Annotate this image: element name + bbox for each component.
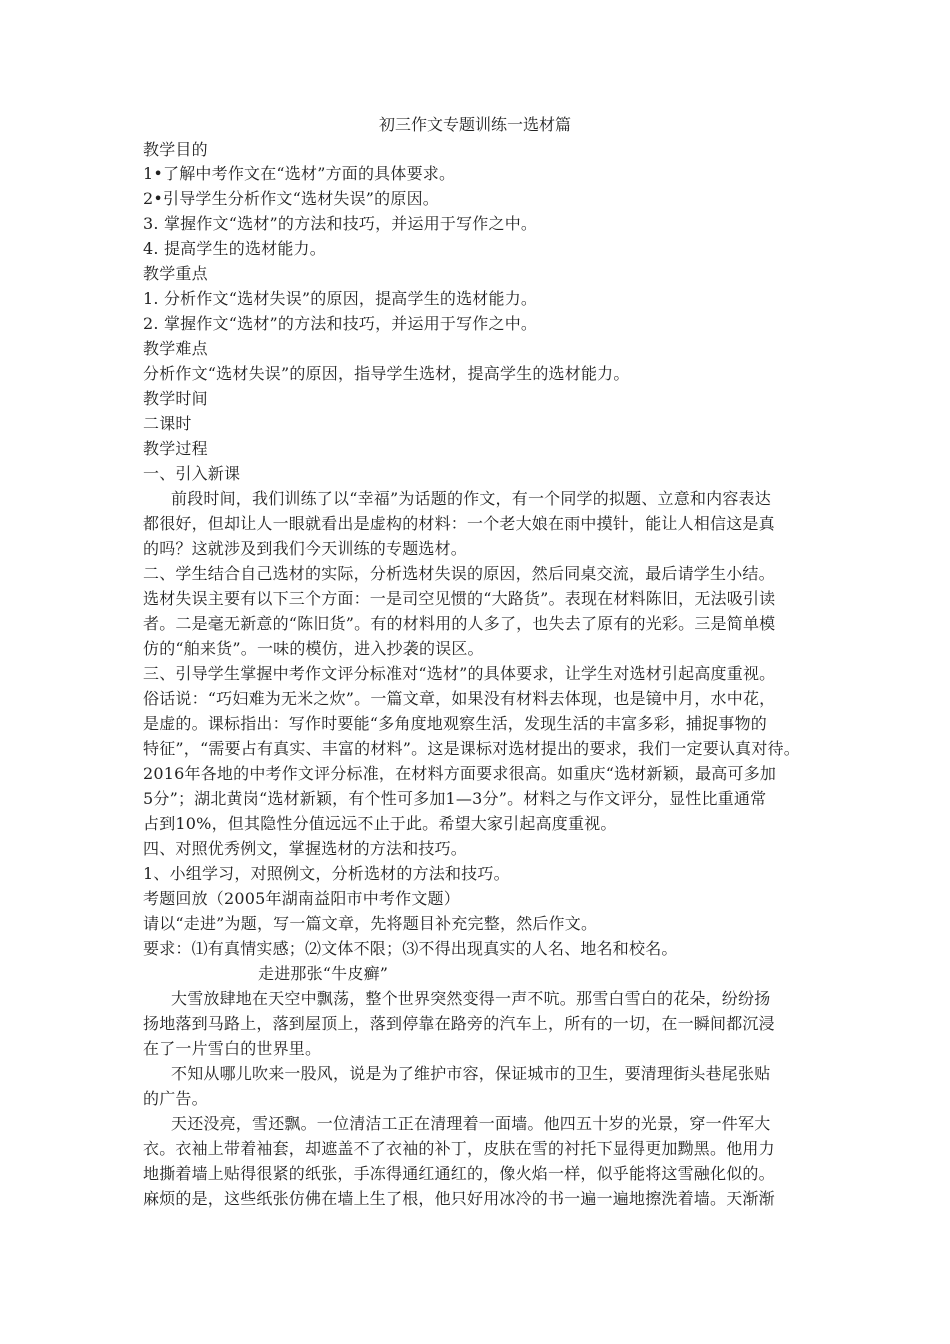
text-line: 1. 分析作文“选材失误”的原因，提高学生的选材能力。: [143, 289, 538, 308]
text-line: 5分”；湖北黄岗“选材新颖，有个性可多加1—3分”。材料之与作文评分，显性比重通常: [143, 789, 767, 808]
text-line: 2016年各地的中考作文评分标准，在材料方面要求很高。如重庆“选材新颖，最高可多加: [143, 764, 777, 783]
text-line: 不知从哪儿吹来一股风，说是为了维护市容，保证城市的卫生，要清理街头巷尾张贴: [171, 1064, 771, 1083]
text-line: 扬地落到马路上，落到屋顶上，落到停靠在路旁的汽车上，所有的一切，在一瞬间都沉浸: [143, 1014, 775, 1033]
text-line: 二课时: [143, 414, 192, 433]
heading-difficulties: 教学难点: [143, 339, 208, 358]
text-line: 考题回放（2005年湖南益阳市中考作文题）: [143, 889, 460, 908]
text-line: 是虚的。课标指出：写作时要能“多角度地观察生活，发现生活的丰富多彩，捕捉事物的: [143, 714, 767, 733]
section-heading: 四、对照优秀例文，掌握选材的方法和技巧。: [143, 839, 468, 858]
text-line: 衣。衣袖上带着袖套，却遮盖不了衣袖的补丁，皮肤在雪的衬托下显得更加黝黑。他用力: [143, 1139, 775, 1158]
document-title: 初三作文专题训练一选材篇: [378, 115, 571, 134]
text-line: 仿的“舶来货”。一味的模仿，进入抄袭的误区。: [143, 639, 484, 658]
text-line: 在了一片雪白的世界里。: [143, 1039, 322, 1058]
text-line: 1•了解中考作文在“选材”方面的具体要求。: [143, 164, 456, 183]
text-line: 的吗？这就涉及到我们今天训练的专题选材。: [143, 539, 468, 558]
heading-time: 教学时间: [143, 389, 208, 408]
text-line: 地撕着墙上贴得很紧的纸张，手冻得通红通红的，像火焰一样，似乎能将这雪融化似的。: [143, 1164, 775, 1183]
text-line: 麻烦的是，这些纸张仿佛在墙上生了根，他只好用冰冷的书一遍一遍地擦洗着墙。天渐渐: [143, 1189, 775, 1208]
text-line: 特征”，“需要占有真实、丰富的材料”。这是课标对选材提出的要求，我们一定要认真对待。: [143, 739, 800, 758]
text-line: 大雪放肆地在天空中飘荡，整个世界突然变得一声不吭。那雪白雪白的花朵，纷纷扬: [171, 989, 771, 1008]
text-line: 选材失误主要有以下三个方面：一是司空见惯的“大路货”。表现在材料陈旧，无法吸引读: [143, 589, 776, 608]
text-line: 占到10%，但其隐性分值远远不止于此。希望大家引起高度重视。: [143, 814, 617, 833]
text-line: 都很好，但却让人一眼就看出是虚构的材料：一个老大娘在雨中摸针，能让人相信这是真: [143, 514, 775, 533]
text-line: 1、小组学习，对照例文，分析选材的方法和技巧。: [143, 864, 510, 883]
text-line: 前段时间，我们训练了以“幸福”为话题的作文，有一个同学的拟题、立意和内容表达: [171, 489, 771, 508]
text-line: 4. 提高学生的选材能力。: [143, 239, 326, 258]
text-line: 2•引导学生分析作文“选材失误”的原因。: [143, 189, 439, 208]
text-line: 要求：⑴有真情实感；⑵文体不限；⑶不得出现真实的人名、地名和校名。: [143, 939, 678, 958]
text-line: 请以“走进”为题，写一篇文章，先将题目补充完整，然后作文。: [143, 914, 598, 933]
text-line: 者。二是毫无新意的“陈旧货”。有的材料用的人多了，也失去了原有的光彩。三是简单模: [143, 614, 776, 633]
essay-title: 走进那张“牛皮癣”: [258, 964, 389, 983]
text-line: 天还没亮，雪还飘。一位清洁工正在清理着一面墙。他四五十岁的光景，穿一件军大: [171, 1114, 771, 1133]
text-line: 的广告。: [143, 1089, 208, 1108]
heading-objectives: 教学目的: [143, 140, 208, 159]
text-line: 俗话说：“巧妇难为无米之炊”。一篇文章，如果没有材料去体现，也是镜中月，水中花，: [143, 689, 776, 708]
text-line: 3. 掌握作文“选材”的方法和技巧，并运用于写作之中。: [143, 214, 538, 233]
text-line: 分析作文“选材失误”的原因，指导学生选材，提高学生的选材能力。: [143, 364, 630, 383]
heading-key-points: 教学重点: [143, 264, 208, 283]
section-heading: 一、引入新课: [143, 464, 241, 483]
heading-process: 教学过程: [143, 439, 208, 458]
section-heading: 三、引导学生掌握中考作文评分标准对“选材”的具体要求，让学生对选材引起高度重视。: [143, 664, 776, 683]
text-line: 2. 掌握作文“选材”的方法和技巧，并运用于写作之中。: [143, 314, 538, 333]
section-heading: 二、学生结合自己选材的实际，分析选材失误的原因，然后同桌交流，最后请学生小结。: [143, 564, 775, 583]
